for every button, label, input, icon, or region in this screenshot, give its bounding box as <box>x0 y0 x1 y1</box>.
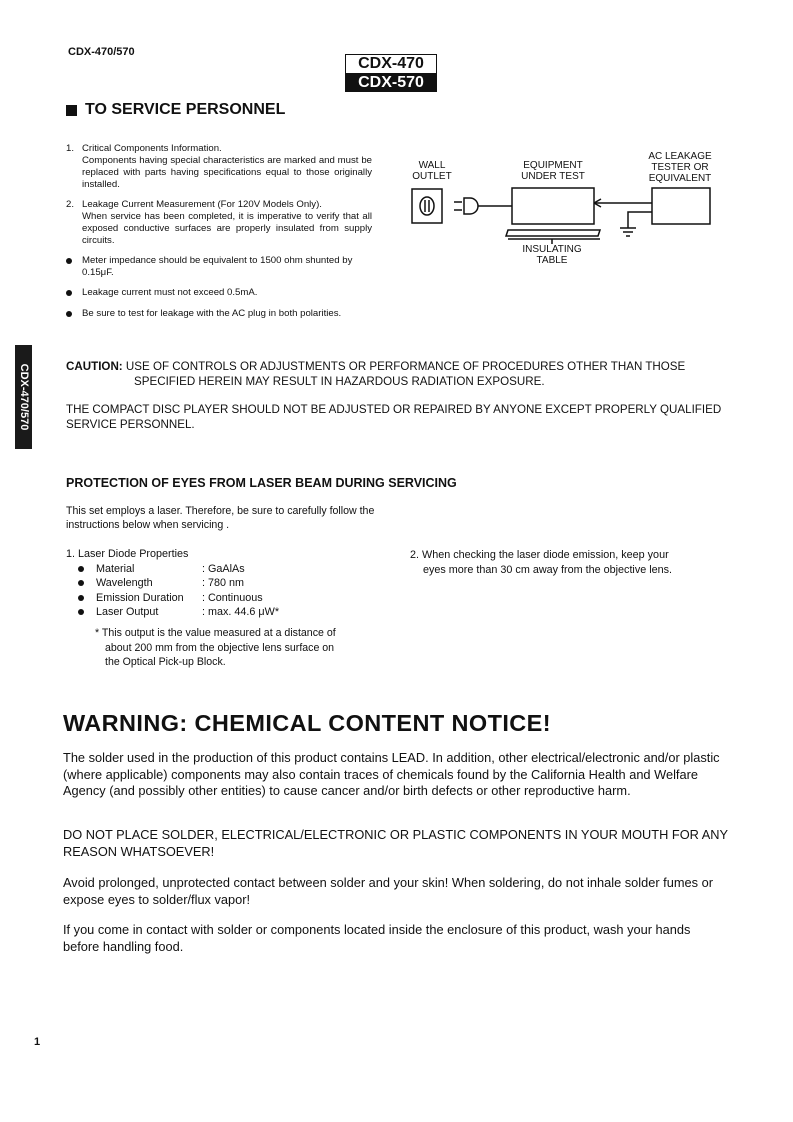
list-item-text: Components having special characteristics are marked and must be replaced with parts having specifications equal to those originally installed. <box>82 155 372 190</box>
property-key: Emission Duration <box>96 591 184 604</box>
laser-property-row <box>66 576 386 591</box>
ac-plug-icon <box>454 198 478 214</box>
bullet-icon <box>78 609 84 615</box>
laser-check-instruction: 2. When checking the laser diode emission, keep your eyes more than 30 cm away from the objective lens. <box>410 549 673 576</box>
laser-property-row <box>66 591 386 606</box>
square-bullet-icon <box>66 105 77 116</box>
model-code-header: CDX-470/570 <box>68 46 135 58</box>
model-badge <box>345 54 437 92</box>
list-item-heading: Critical Components Information. <box>82 143 222 154</box>
warning-title: WARNING: CHEMICAL CONTENT NOTICE! <box>63 710 551 736</box>
equipment-under-test-box <box>512 188 594 224</box>
warning-paragraph-1: The solder used in the production of this product contains LEAD. In addition, other electrical/electronic and/or plastic (where applicable) components may also contain traces of chemicals found by the California Health and Welfare Agency (and possibly other entities) to cause cancer and/or birth defects or other reproductive harm. <box>63 750 720 798</box>
service-section-title <box>66 101 285 119</box>
property-key: Wavelength <box>96 577 153 589</box>
property-value: : 780 nm <box>202 577 245 589</box>
warning-paragraph-2: DO NOT PLACE SOLDER, ELECTRICAL/ELECTRONIC OR PLASTIC COMPONENTS IN YOUR MOUTH FOR ANY REASON WHATSOEVER! <box>63 827 728 859</box>
bullet-icon <box>66 290 72 296</box>
diagram-drawing <box>404 148 726 270</box>
property-value: : max. 44.6 μW* <box>202 606 280 618</box>
insulating-table-shape <box>506 230 600 244</box>
leakage-test-diagram <box>404 148 726 270</box>
wall-outlet-label: WALL OUTLET <box>412 160 452 182</box>
caution-text-line-2: SPECIFIED HEREIN MAY RESULT IN HAZARDOUS RADIATION EXPOSURE. <box>134 375 545 388</box>
service-title-text: TO SERVICE PERSONNEL <box>85 101 286 118</box>
laser-section-heading: PROTECTION OF EYES FROM LASER BEAM DURING SERVICING <box>66 476 457 490</box>
page-number: 1 <box>34 1036 41 1048</box>
model-badge-cdx570: CDX-570 <box>345 74 437 92</box>
bullet-icon <box>78 595 84 601</box>
laser-output-note: * This output is the value measured at a distance of about 200 mm from the objective lens surface on the Optical Pick-up Block. <box>95 627 336 668</box>
warning-paragraph-4: If you come in contact with solder or components located inside the enclosure of this product, wash your hands before handling food. <box>63 922 691 954</box>
insulating-table-label: INSULATING TABLE <box>522 244 582 266</box>
list-item <box>66 287 372 300</box>
list-item-text: Meter impedance should be equivalent to 1500 ohm shunted by 0.15μF. <box>82 255 353 278</box>
caution-label: CAUTION: <box>66 360 123 373</box>
service-notice: THE COMPACT DISC PLAYER SHOULD NOT BE ADJUSTED OR REPAIRED BY ANYONE EXCEPT PROPERLY QUALIFIED SERVICE PERSONNEL. <box>66 403 722 431</box>
laser-property-row <box>66 605 386 620</box>
bullet-icon <box>78 566 84 572</box>
wall-outlet-box <box>412 189 442 223</box>
list-item-text: Leakage current must not exceed 0.5mA. <box>82 287 258 298</box>
tester-label: AC LEAKAGE TESTER OR EQUIVALENT <box>648 151 712 184</box>
list-item-number: 1. <box>66 143 75 154</box>
bullet-icon <box>66 311 72 317</box>
list-item-heading: Leakage Current Measurement (For 120V Models Only). <box>82 199 322 210</box>
laser-intro: This set employs a laser. Therefore, be sure to carefully follow the instructions below when servicing . <box>66 505 375 531</box>
equipment-label: EQUIPMENT UNDER TEST <box>521 160 585 182</box>
property-key: Material <box>96 562 135 575</box>
model-badge-cdx470: CDX-470 <box>345 54 437 74</box>
bullet-icon <box>78 580 84 586</box>
side-tab <box>15 345 32 449</box>
service-list <box>66 143 372 329</box>
property-key: Laser Output <box>96 606 159 618</box>
list-item-number: 2. <box>66 199 75 210</box>
property-value: : Continuous <box>202 591 263 604</box>
list-item <box>66 199 372 247</box>
warning-paragraph-3: Avoid prolonged, unprotected contact between solder and your skin! When soldering, do not inhale solder fumes or expose eyes to solder/flux vapor! <box>63 875 713 907</box>
list-item-text: Be sure to test for leakage with the AC plug in both polarities. <box>82 308 342 319</box>
property-value: : GaAlAs <box>202 562 245 575</box>
outlet-socket-icon <box>420 197 434 215</box>
list-item <box>66 255 372 279</box>
list-item-text: When service has been completed, it is imperative to verify that all exposed conductive surfaces are properly insulated from supply circuits. <box>82 211 372 246</box>
laser-properties-title: 1. Laser Diode Properties <box>66 548 189 560</box>
laser-properties <box>66 547 386 620</box>
laser-property-row <box>66 562 386 577</box>
list-item <box>66 143 372 191</box>
ac-leakage-tester-box <box>652 188 710 224</box>
caution-text-line-1: USE OF CONTROLS OR ADJUSTMENTS OR PERFORMANCE OF PROCEDURES OTHER THAN THOSE <box>125 360 686 373</box>
bullet-icon <box>66 258 72 264</box>
caution-block <box>66 359 726 389</box>
list-item <box>66 308 372 321</box>
side-tab-label: CDX-470/570 <box>18 363 30 431</box>
ground-icon <box>620 228 636 236</box>
